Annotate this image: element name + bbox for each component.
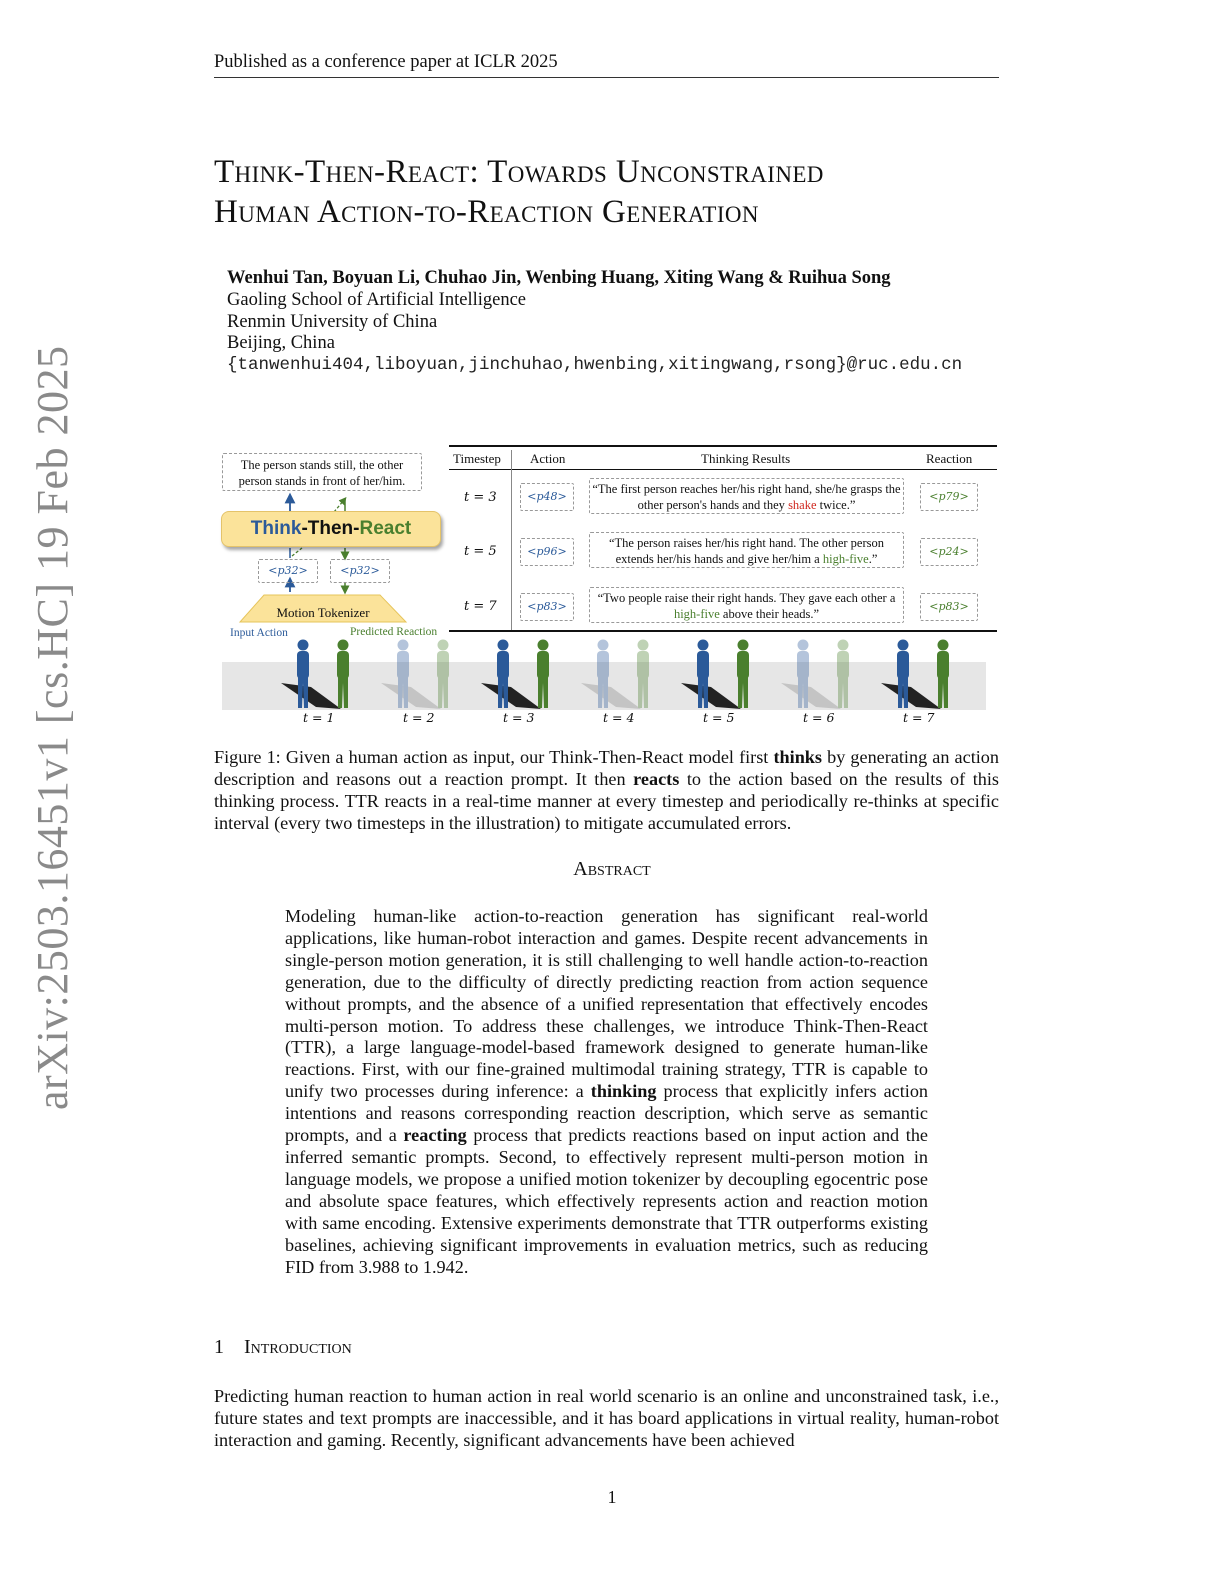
shadow [781, 683, 841, 709]
abstract-bold: thinking [590, 1081, 657, 1102]
action-token: <p83> [520, 593, 574, 621]
timestep-label: t = 6 [803, 710, 835, 725]
shadow [681, 683, 741, 709]
reaction-person [737, 640, 749, 709]
caption-label: Figure 1: [214, 747, 286, 767]
affiliation-line: Gaoling School of Artificial Intelligence [227, 290, 526, 310]
section-number: 1 [214, 1336, 224, 1358]
reaction-person [937, 640, 949, 709]
table-header-rule [449, 469, 997, 470]
motion-frame [581, 640, 649, 710]
shadow [881, 683, 941, 709]
reaction-token: <p83> [920, 593, 978, 621]
author-emails: {tanwenhui404,liboyuan,jinchuhao,hwenbing,xitingwang,rsong}@ruc.edu.cn [227, 355, 963, 375]
authors: Wenhui Tan, Boyuan Li, Chuhao Jin, Wenbing Huang, Xiting Wang & Ruihua Song [227, 268, 891, 288]
reaction-person [537, 640, 549, 709]
thinking-result [589, 587, 904, 623]
caption-bold: thinks [773, 747, 823, 767]
row-timestep: t = 5 [464, 544, 497, 559]
motion-frame [681, 640, 749, 710]
motion-frame [781, 640, 849, 710]
shadow [581, 683, 641, 709]
thinking-highlight: high-five [673, 607, 720, 621]
abstract-text: Modeling human-like action-to-reaction generation has significant real-world applications, like human-robot interaction and games. Despite recent advancements in single-person motion generation, it is still challenging to well handle action-to-reaction generation, due to the difficulty of directly predicting reaction from action sequence without prompts, and the absence of a unified representation that effectively encodes multi-person motion. To address these challenges, we introduce Think-Then-React (TTR), a large language-model-based framework designed to generate human-like reactions. First, with our fine-grained multimodal training strategy, TTR is capable to unify two processes during inference: a [285, 906, 928, 1102]
tokenizer-label: Motion Tokenizer [276, 605, 370, 620]
model-sep: - [353, 518, 360, 539]
description-box: The person stands still, the other person stands in front of her/him. [222, 453, 422, 491]
figure-caption [214, 746, 999, 834]
thinking-text: above their heads.” [719, 607, 820, 621]
reaction-person [437, 640, 449, 709]
thinking-highlight: high-five [822, 552, 869, 566]
affiliation-line: Renmin University of China [227, 312, 438, 332]
section-heading [214, 1336, 352, 1359]
timestep-label: t = 3 [503, 710, 535, 725]
table-top-rule [449, 445, 997, 447]
thinking-text: twice.” [816, 498, 856, 512]
timestep-label: t = 4 [603, 710, 635, 725]
thinking-result [589, 478, 904, 514]
reaction-person [337, 640, 349, 709]
motion-frame [881, 640, 949, 710]
thinking-text: “Two people raise their right hands. They gave each other a [597, 591, 896, 605]
thinking-result [589, 532, 904, 568]
table-column-rule [511, 450, 512, 630]
model-then: Then [307, 518, 354, 539]
abstract-bold: reacting [403, 1125, 467, 1146]
table-header-action: Action [530, 451, 566, 466]
token-box-action: <p32> [258, 559, 318, 583]
page-number: 1 [607, 1487, 617, 1507]
abstract-text: process that predicts reactions based on input action and the inferred semantic prompts. Second, to effectively represent multi-person motion in language models, we propose a unified motion tokenizer by decoupling egocentric pose and absolute space features, which effectively represents action and reaction motion with same encoding. Extensive experiments demonstrate that TTR outperforms existing baselines, achieving significant improvements in evaluation metrics, such as reducing FID from 3.988 to 1.942. [285, 1125, 928, 1277]
motion-frame [481, 640, 549, 710]
header-rule [214, 77, 999, 78]
abstract-text: process that explicitly infers action intentions and reasons corresponding reaction description, which serve as semantic prompts, and a [285, 1081, 929, 1146]
timestep-label: t = 7 [903, 710, 935, 725]
motion-frame [381, 640, 449, 710]
thinking-highlight: shake [788, 498, 817, 512]
affiliation-line: Beijing, China [227, 333, 335, 353]
timestep-label: t = 1 [303, 710, 335, 725]
running-header: Published as a conference paper at ICLR 2025 [214, 52, 558, 72]
predicted-reaction-label: Predicted Reaction [350, 626, 438, 638]
title-line-1: Think-Then-React: Towards Unconstrained [214, 154, 824, 190]
abstract-heading: Abstract [573, 858, 651, 880]
timestep-label: t = 2 [403, 710, 435, 725]
model-sep: - [301, 518, 308, 539]
input-action-label: Input Action [230, 627, 288, 639]
model-react: React [359, 518, 412, 539]
title-line-2: Human Action-to-Reaction Generation [214, 194, 759, 230]
abstract-body [285, 906, 928, 1278]
shadow [381, 683, 441, 709]
reaction-token: <p24> [920, 538, 978, 566]
figure-1 [218, 440, 1000, 730]
shadow [281, 683, 341, 709]
shadow [481, 683, 541, 709]
motion-sequence [218, 635, 1000, 715]
table-header-thinking: Thinking Results [701, 451, 791, 466]
caption-text: to the action based on the results of this thinking process. TTR reacts in a real-time manner at every timestep and periodically re-thinks at specific interval (every two timesteps in the illustration) to mitigate accumulated errors. [214, 769, 999, 833]
thinking-text: “The person raises her/his right hand. The other person extends her/his hands and give her/him a [608, 536, 885, 566]
thinking-text: .” [868, 552, 878, 566]
token-box-reaction: <p32> [330, 559, 390, 583]
paper-title [214, 152, 824, 232]
reaction-token: <p79> [920, 483, 978, 511]
model-block [221, 511, 441, 547]
row-timestep: t = 3 [464, 490, 497, 505]
arxiv-stamp: arXiv:2503.16451v1 [cs.HC] 19 Feb 2025 [28, 345, 77, 1110]
section-title: Introduction [244, 1336, 352, 1358]
motion-frame [281, 640, 349, 710]
table-header-reaction: Reaction [926, 451, 973, 466]
row-timestep: t = 7 [464, 599, 497, 614]
caption-text: Given a human action as input, our Think-Then-React model first [285, 747, 774, 767]
action-token: <p96> [520, 538, 574, 566]
table-header-timestep: Timestep [453, 451, 501, 466]
thinking-text: “The first person reaches her/his right hand, she/he grasps the other person's hands and they [592, 482, 901, 512]
table-bottom-rule [449, 630, 997, 632]
reaction-person [837, 640, 849, 709]
reaction-person [637, 640, 649, 709]
timestep-label: t = 5 [703, 710, 735, 725]
model-think: Think [250, 518, 302, 539]
caption-bold: reacts [633, 769, 680, 789]
action-token: <p48> [520, 483, 574, 511]
caption-text: by generating an action description and reasons out a reaction prompt. It then [214, 747, 999, 789]
intro-paragraph: Predicting human reaction to human action in real world scenario is an online and unconstrained task, i.e., future states and text prompts are inaccessible, and it has board applications in virtual reality, human-robot interaction and gaming. Recently, significant advancements have been achieved [214, 1386, 999, 1450]
